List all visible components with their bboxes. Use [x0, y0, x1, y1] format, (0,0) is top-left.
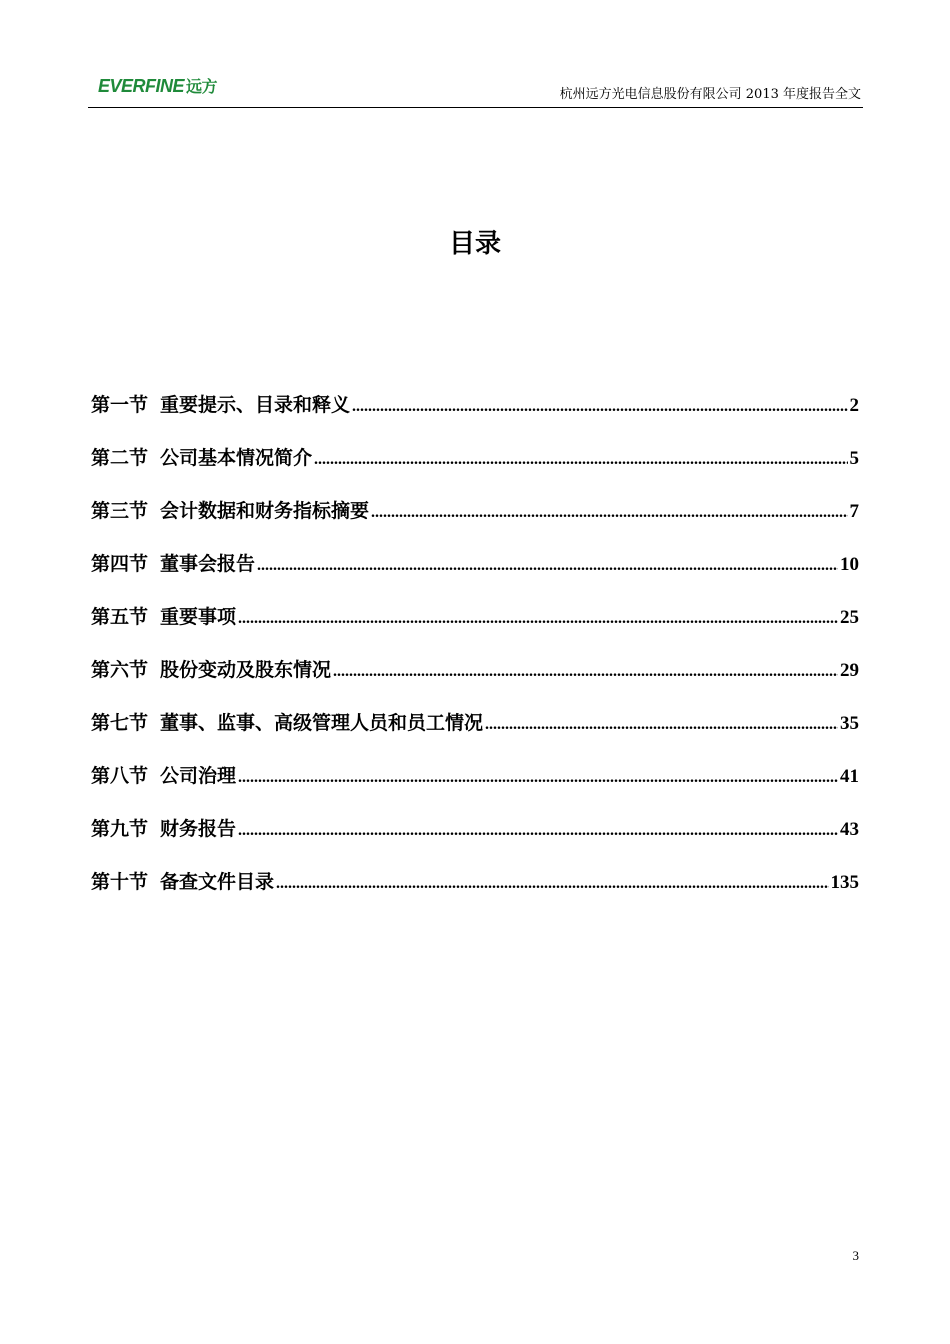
toc-page-number: 29 — [840, 660, 859, 681]
toc-section-number: 第八节 — [91, 765, 149, 787]
toc-row[interactable] — [91, 388, 859, 441]
toc-row[interactable] — [91, 759, 859, 812]
toc-row[interactable] — [91, 653, 859, 706]
toc-row[interactable] — [91, 547, 859, 600]
toc-section-title: 财务报告 — [160, 818, 237, 840]
toc-row[interactable] — [91, 494, 859, 547]
toc-page-number: 10 — [840, 554, 859, 575]
toc-page-number: 5 — [849, 448, 859, 469]
toc-row[interactable] — [91, 441, 859, 494]
toc-section-title: 备查文件目录 — [160, 871, 275, 893]
logo-cn-text: 远方 — [186, 79, 218, 96]
toc-dot-leader — [257, 549, 838, 583]
toc-page-number: 7 — [849, 501, 859, 522]
toc-section-number: 第一节 — [91, 394, 149, 416]
toc-section-title: 重要事项 — [160, 606, 237, 628]
toc-section-title: 股份变动及股东情况 — [160, 659, 332, 681]
page-number: 3 — [852, 1248, 859, 1263]
toc-row[interactable] — [91, 865, 859, 918]
toc-section-title: 公司基本情况简介 — [160, 447, 313, 469]
header-title: 杭州远方光电信息股份有限公司 2013 年度报告全文 — [559, 87, 861, 102]
toc-dot-leader — [333, 655, 838, 689]
company-logo — [98, 74, 217, 100]
toc-section-title: 公司治理 — [160, 765, 237, 787]
toc-section-title: 董事会报告 — [160, 553, 256, 575]
toc-row[interactable] — [91, 706, 859, 759]
logo-text: EVERFINE — [98, 76, 185, 96]
toc-section-number: 第九节 — [91, 818, 149, 840]
page-header — [88, 66, 863, 108]
toc-dot-leader — [238, 602, 838, 636]
toc-dot-leader — [238, 814, 838, 848]
toc-dot-leader — [371, 496, 847, 530]
toc-page-number: 2 — [849, 395, 859, 416]
header-divider — [88, 107, 863, 108]
toc-section-number: 第二节 — [91, 447, 149, 469]
toc-section-number: 第六节 — [91, 659, 149, 681]
toc-dot-leader — [238, 761, 838, 795]
toc-section-number: 第三节 — [91, 500, 149, 522]
toc-dot-leader — [276, 867, 828, 901]
toc-row[interactable] — [91, 812, 859, 865]
toc-section-number: 第七节 — [91, 712, 149, 734]
table-of-contents — [91, 388, 859, 918]
toc-page-number: 135 — [830, 872, 859, 893]
toc-page-number: 25 — [840, 607, 859, 628]
toc-section-number: 第十节 — [91, 871, 149, 893]
toc-section-title: 会计数据和财务指标摘要 — [160, 500, 370, 522]
toc-page-number: 43 — [840, 819, 859, 840]
toc-section-title: 董事、监事、高级管理人员和员工情况 — [160, 712, 484, 734]
toc-section-title: 重要提示、目录和释义 — [160, 394, 351, 416]
toc-row[interactable] — [91, 600, 859, 653]
toc-page-number: 41 — [840, 766, 859, 787]
toc-dot-leader — [314, 443, 847, 477]
toc-dot-leader — [352, 390, 847, 424]
toc-dot-leader — [485, 708, 838, 742]
toc-page-number: 35 — [840, 713, 859, 734]
toc-section-number: 第四节 — [91, 553, 149, 575]
document-title: 目录 — [448, 229, 501, 259]
toc-section-number: 第五节 — [91, 606, 149, 628]
